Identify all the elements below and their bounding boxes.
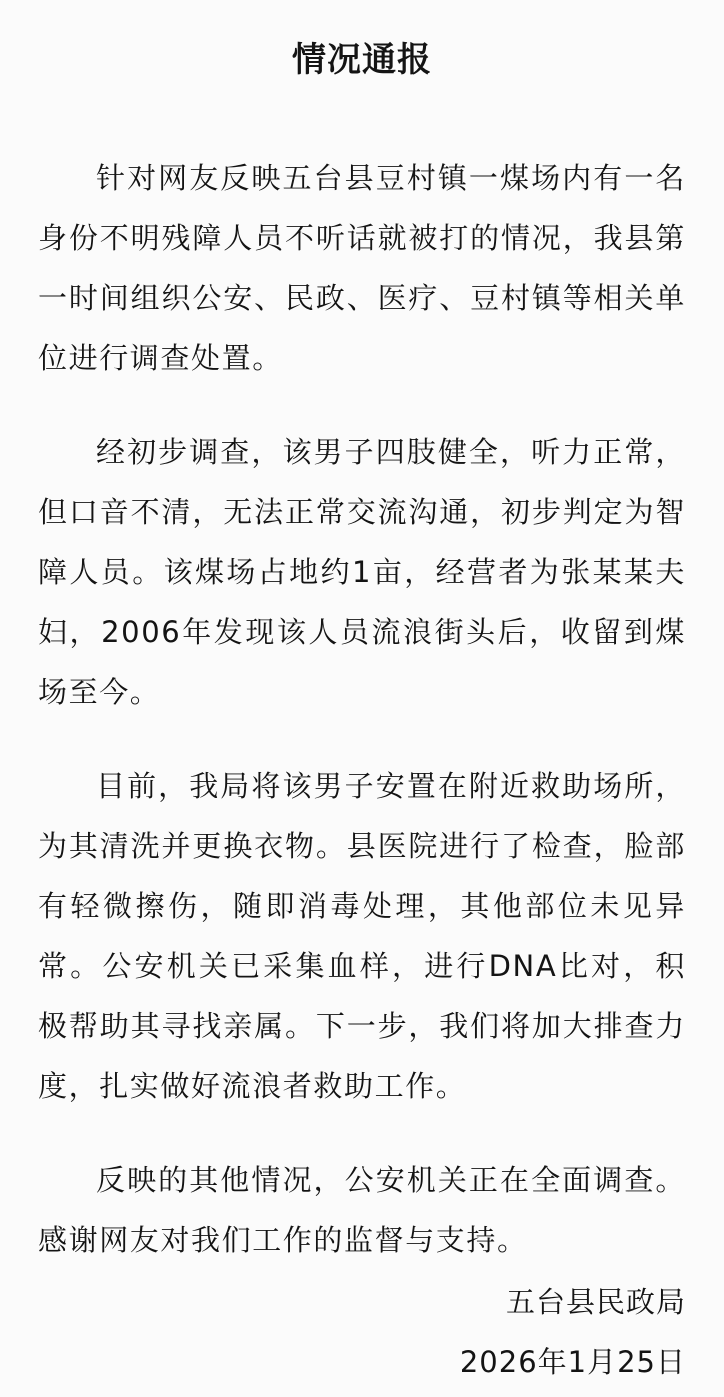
document-title: 情况通报: [292, 40, 432, 80]
paragraph-3: 目前，我局将该男子安置在附近救助场所，为其清洗并更换衣物。县医院进行了检查，脸部有轻微擦伤，随即消毒处理，其他部位未见异常。公安机关已采集血样，进行DNA比对，积极帮助其寻找亲属。下一步，我们将加大排查力度，扎实做好流浪者救助工作。: [38, 769, 686, 1103]
paragraph-4: 反映的其他情况，公安机关正在全面调查。感谢网友对我们工作的监督与支持。: [38, 1163, 686, 1257]
paragraph-2: 经初步调查，该男子四肢健全，听力正常，但口音不清，无法正常交流沟通，初步判定为智障人员。该煤场占地约1亩，经营者为张某某夫妇，2006年发现该人员流浪街头后，收留到煤场至今。: [38, 435, 686, 709]
document-body: [38, 148, 686, 1304]
signature-block: [460, 1272, 686, 1392]
paragraph-1: 针对网友反映五台县豆村镇一煤场内有一名身份不明残障人员不听话就被打的情况，我县第一时间组织公安、民政、医疗、豆村镇等相关单位进行调查处置。: [38, 161, 686, 375]
issue-date: 2026年1月25日: [459, 1345, 686, 1379]
issuer-name: 五台县民政局: [505, 1285, 686, 1319]
